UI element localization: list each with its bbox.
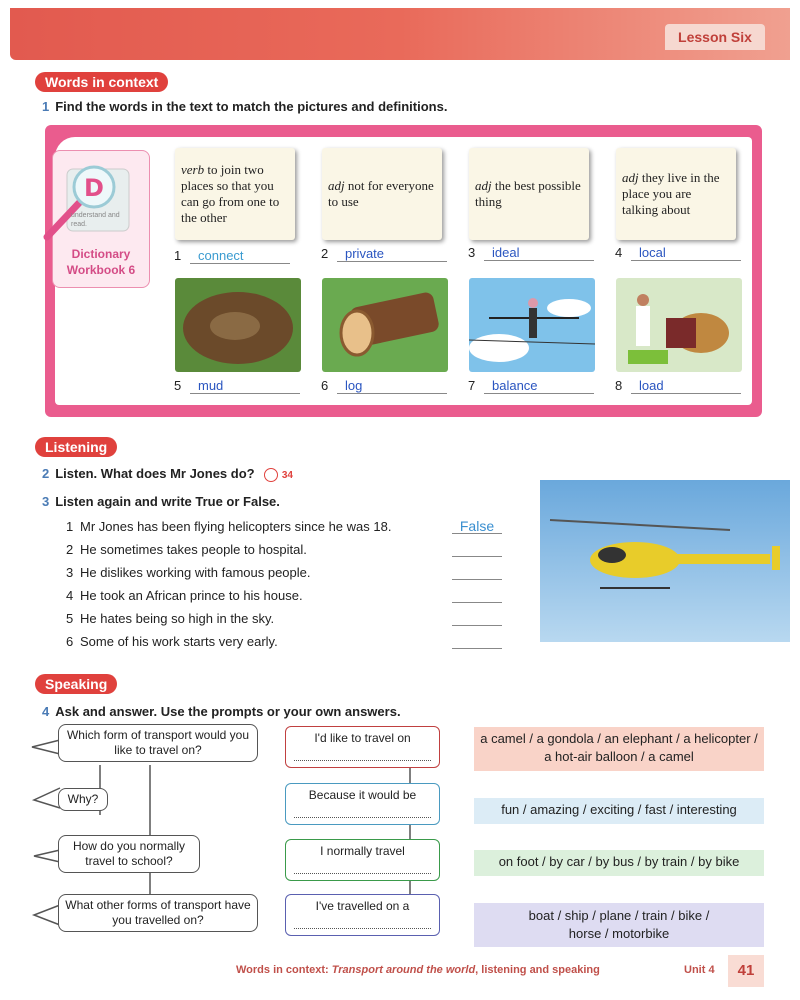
answer-8: 8 load xyxy=(615,378,741,394)
svg-text:D: D xyxy=(84,174,104,202)
statement-4: 4 He took an African prince to his house. xyxy=(66,588,303,603)
mud-picture xyxy=(175,278,301,372)
dictionary-badge: D understand and read. Dictionary Workbook 6 xyxy=(52,150,150,288)
statement-1: 1 Mr Jones has been flying helicopters since he was 18. xyxy=(66,519,392,534)
definition-card-3: adj the best possible thing xyxy=(469,148,589,240)
starter-box-1: I'd like to travel on xyxy=(285,726,440,768)
log-picture xyxy=(322,278,448,372)
answer-blank-4[interactable] xyxy=(452,587,502,603)
answer-4: 4 local xyxy=(615,245,741,261)
answer-blank-1[interactable]: False xyxy=(452,518,502,534)
section-words-in-context: Words in context xyxy=(35,72,168,92)
question-bubble-1: Which form of transport would you like to travel on? xyxy=(58,724,258,762)
answer-7: 7 balance xyxy=(468,378,594,394)
answer-1: 1 connect xyxy=(174,248,290,264)
question-3: 3 Listen again and write True or False. xyxy=(42,494,280,509)
definition-card-1: verb to join two places so that you can go from one to the other xyxy=(175,148,295,240)
lesson-tab: Lesson Six xyxy=(665,24,765,50)
statement-6: 6 Some of his work starts very early. xyxy=(66,634,278,649)
unit-label: Unit 4 xyxy=(684,964,715,976)
question-4: 4 Ask and answer. Use the prompts or your own answers. xyxy=(42,704,401,719)
question-bubble-3: How do you normally travel to school? xyxy=(58,835,200,873)
audio-icon[interactable] xyxy=(264,468,278,482)
section-listening: Listening xyxy=(35,437,117,457)
footer-caption: Words in context: Transport around the world, listening and speaking xyxy=(236,964,600,976)
definition-card-2: adj not for everyone to use xyxy=(322,148,442,240)
starter-box-4: I've travelled on a xyxy=(285,894,440,936)
answer-5: 5 mud xyxy=(174,378,300,394)
answer-2: 2 private xyxy=(321,246,447,262)
camel-load-picture xyxy=(616,278,742,372)
magnifier-icon xyxy=(39,159,139,249)
prompt-box-2: fun / amazing / exciting / fast / interesting xyxy=(474,798,764,824)
question-bubble-4: What other forms of transport have you travelled on? xyxy=(58,894,258,932)
dictionary-small-text: understand and read. xyxy=(71,212,120,228)
question-2: 2 Listen. What does Mr Jones do? 34 xyxy=(42,466,293,481)
section-speaking: Speaking xyxy=(35,674,117,694)
question-bubble-2: Why? xyxy=(58,788,108,811)
prompt-box-3: on foot / by car / by bus / by train / by bike xyxy=(474,850,764,876)
definition-card-4: adj they live in the place you are talking about xyxy=(616,148,736,240)
statement-5: 5 He hates being so high in the sky. xyxy=(66,611,275,626)
answer-6: 6 log xyxy=(321,378,447,394)
page-number: 41 xyxy=(728,955,764,987)
answer-blank-3[interactable] xyxy=(452,564,502,580)
answer-blank-2[interactable] xyxy=(452,541,502,557)
helicopter-picture xyxy=(540,480,790,642)
question-1: 1 Find the words in the text to match the pictures and definitions. xyxy=(42,99,448,114)
statement-2: 2 He sometimes takes people to hospital. xyxy=(66,542,307,557)
tightrope-picture xyxy=(469,278,595,372)
statement-3: 3 He dislikes working with famous people. xyxy=(66,565,311,580)
answer-blank-5[interactable] xyxy=(452,610,502,626)
prompt-box-4: boat / ship / plane / train / bike / horse / motorbike xyxy=(474,903,764,947)
prompt-box-1: a camel / a gondola / an elephant / a helicopter / a hot-air balloon / a camel xyxy=(474,727,764,771)
starter-box-3: I normally travel xyxy=(285,839,440,881)
answer-blank-6[interactable] xyxy=(452,633,502,649)
answer-3: 3 ideal xyxy=(468,245,594,261)
starter-box-2: Because it would be xyxy=(285,783,440,825)
